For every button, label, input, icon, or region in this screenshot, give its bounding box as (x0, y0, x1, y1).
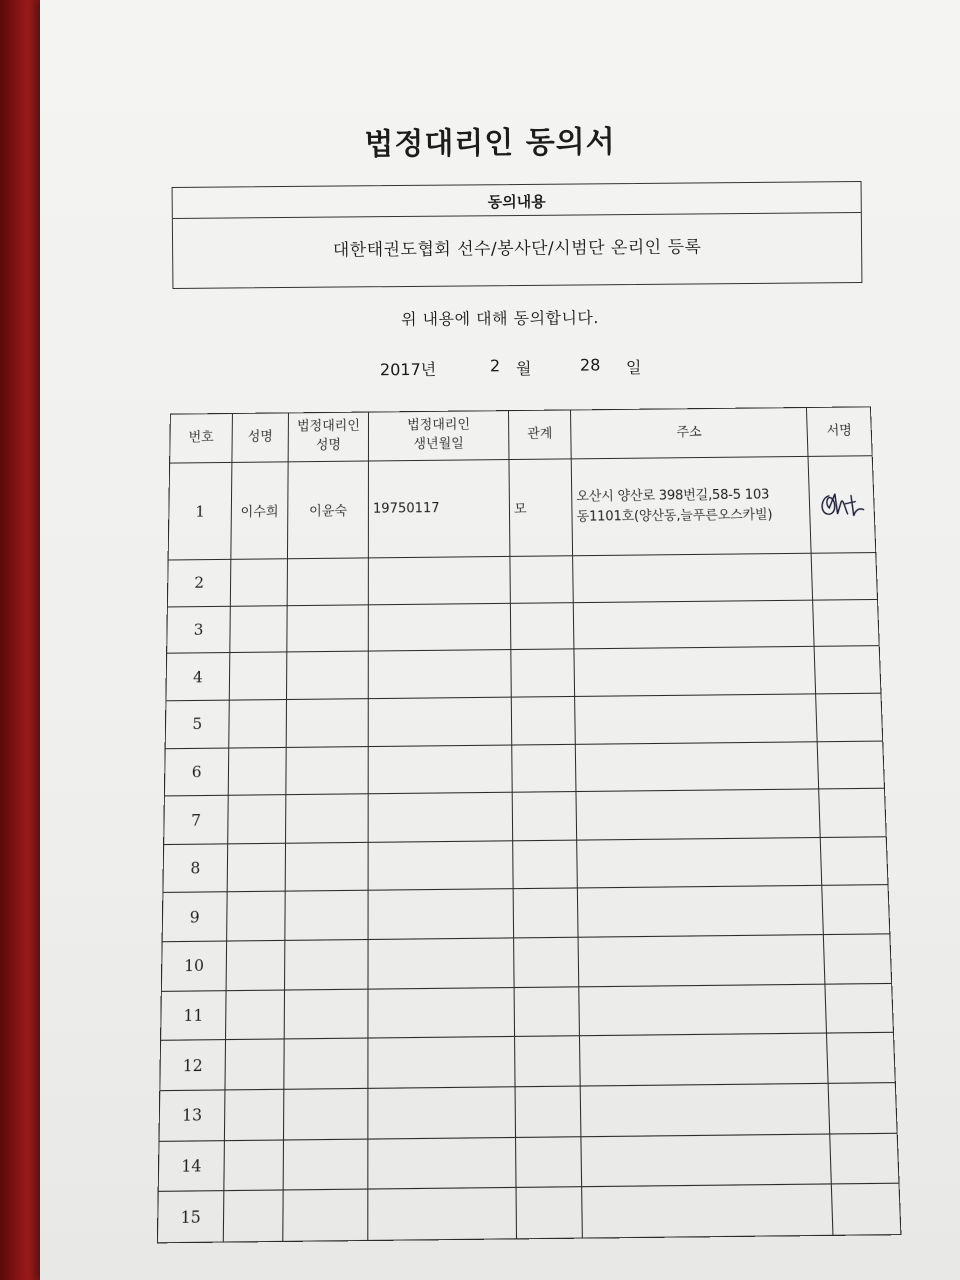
table-row (163, 837, 888, 893)
table-row (159, 1083, 897, 1141)
header-name: 성명 (232, 413, 289, 463)
header-relation: 관계 (509, 410, 572, 460)
row-address-line2: 동1101호(양산동,늘푸른오스카빌) (576, 507, 773, 525)
guardian-table (157, 406, 902, 1243)
header-guardian-name-line1: 법정대리인 (296, 418, 360, 435)
header-guardian-birth-line2: 생년월일 (413, 436, 464, 453)
date-year: 2017년 (379, 359, 437, 380)
row-number: 1 (168, 462, 232, 560)
row-guardian-birth: 19750117 (368, 460, 510, 558)
table-row (157, 1183, 901, 1242)
header-guardian-birth-line1: 법정대리인 (407, 417, 471, 434)
table-row (161, 934, 891, 991)
row-number: 4 (166, 653, 230, 701)
row-number: 3 (167, 606, 231, 654)
consent-box (172, 181, 863, 289)
row-signature (808, 456, 876, 554)
consent-header: 동의내용 (173, 182, 861, 219)
header-signature: 서명 (806, 407, 872, 457)
row-number: 13 (159, 1090, 225, 1141)
date-month-value: 2 (489, 356, 501, 376)
table-row (164, 741, 884, 797)
table-row (165, 693, 883, 748)
row-number: 9 (162, 892, 227, 942)
table-row (161, 983, 894, 1041)
header-guardian-name-line2: 성명 (315, 437, 341, 454)
row-number: 2 (167, 559, 230, 606)
date-day-value: 28 (579, 355, 601, 375)
table-row (162, 885, 890, 942)
table-row (158, 1133, 899, 1192)
date-line (380, 355, 680, 382)
document-title: 법정대리인 동의서 (364, 124, 616, 163)
row-number: 15 (157, 1191, 223, 1243)
table-row (167, 599, 880, 653)
table-row (167, 553, 877, 607)
row-number: 14 (158, 1140, 224, 1191)
row-number: 12 (160, 1040, 226, 1091)
header-address: 주소 (571, 408, 809, 459)
row-address (571, 456, 811, 555)
row-number: 5 (165, 700, 229, 748)
consent-text: 대한태권도협회 선수/봉사단/시범단 온리인 등록 (332, 237, 702, 261)
table-row (166, 646, 881, 701)
row-address-line1: 오산시 양산로 398번길,58-5 103 (576, 487, 770, 505)
table-row (164, 788, 887, 844)
date-day-label: 일 (625, 358, 642, 378)
row-number: 8 (163, 844, 228, 893)
header-guardian-name (288, 412, 368, 462)
table-header-row (170, 407, 873, 463)
row-number: 7 (164, 795, 229, 844)
row-number: 11 (161, 990, 226, 1040)
row-number: 10 (161, 941, 226, 991)
agree-statement: 위 내용에 대해 동의합니다. (400, 308, 600, 329)
table-row (160, 1033, 896, 1091)
header-guardian-birth (368, 411, 509, 461)
guardian-table-wrapper (157, 406, 901, 1243)
signature-icon (814, 487, 870, 522)
row-guardian-name: 이윤숙 (287, 461, 368, 559)
header-no: 번호 (170, 413, 233, 463)
row-number: 6 (164, 748, 228, 797)
date-month-label: 월 (515, 358, 532, 379)
table-row (168, 456, 876, 560)
row-relation: 모 (509, 459, 573, 557)
row-name: 이수희 (231, 462, 288, 560)
